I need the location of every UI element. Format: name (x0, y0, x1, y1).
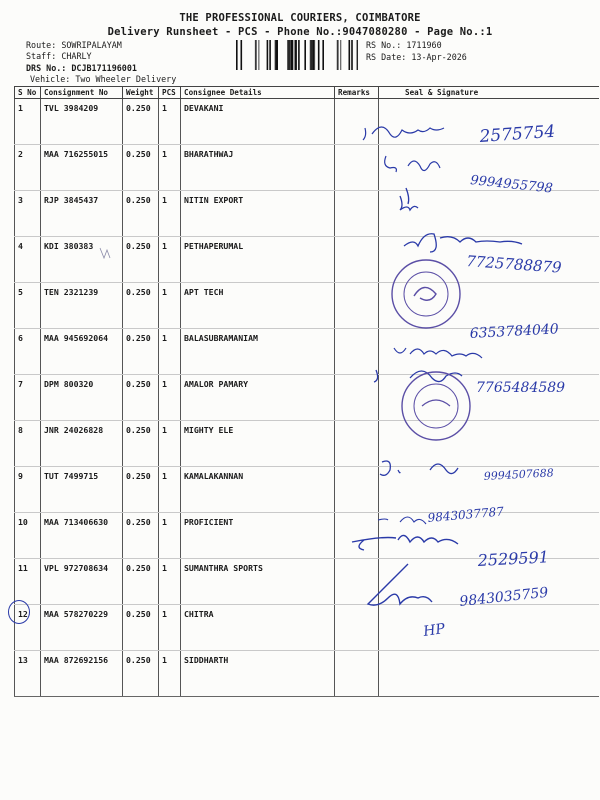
barcode-bar (311, 40, 312, 70)
row-sno: 3 (15, 191, 41, 237)
row-pcs: 1 (159, 467, 181, 513)
barcode-bar (314, 40, 315, 70)
route-line (26, 40, 122, 51)
row-weight: 0.250 (123, 237, 159, 283)
col-header-pcs: PCS (159, 87, 181, 99)
row-pcs: 1 (159, 375, 181, 421)
row-consignee: SUMANTHRA SPORTS (181, 559, 335, 605)
row-sno: 8 (15, 421, 41, 467)
row-signature (379, 421, 599, 467)
handwritten-number-9: 9994507688 (483, 466, 555, 483)
row-remarks (335, 421, 379, 467)
barcode-bar (241, 40, 243, 70)
barcode-bar (289, 40, 291, 70)
row-weight: 0.250 (123, 421, 159, 467)
barcode-bar (287, 40, 289, 70)
company-title: THE PROFESSIONAL COURIERS, COIMBATORE (179, 12, 421, 24)
row-consignee: CHITRA (181, 605, 335, 651)
barcode-bar (276, 40, 278, 70)
row-weight: 0.250 (123, 283, 159, 329)
drs-line (26, 63, 137, 74)
row-pcs: 1 (159, 145, 181, 191)
route-label: Route: (26, 40, 57, 50)
row-sno: 6 (15, 329, 41, 375)
col-header-consignee: Consignee Details (181, 87, 335, 99)
handwritten-number-11: 2529591 (477, 547, 550, 570)
handwritten-number-2: 9994955798 (469, 173, 554, 197)
handwritten-number-7: 7765484589 (476, 380, 566, 396)
barcode-bar (236, 40, 238, 70)
row-remarks (335, 605, 379, 651)
table-row (15, 421, 599, 467)
row-pcs: 1 (159, 329, 181, 375)
row-consignee: AMALOR PAMARY (181, 375, 335, 421)
barcode-bar (255, 40, 256, 70)
barcode-bar (304, 40, 306, 70)
table-row (15, 145, 599, 191)
barcode-bar (298, 40, 300, 70)
row-signature (379, 237, 599, 283)
barcode-bar (267, 40, 269, 70)
row-sno: 10 (15, 513, 41, 559)
barcode-bar (357, 40, 358, 70)
row-pcs: 1 (159, 237, 181, 283)
col-header-sno: S No (15, 87, 41, 99)
row-consignee: KAMALAKANNAN (181, 467, 335, 513)
rs-no-value: 1711960 (406, 40, 442, 50)
row-remarks (335, 329, 379, 375)
row-signature (379, 283, 599, 329)
barcode-bar (269, 40, 271, 70)
row-signature (379, 329, 599, 375)
row-sno: 11 (15, 559, 41, 605)
staff-line (26, 51, 92, 62)
row-pcs: 1 (159, 99, 181, 145)
rs-date-value: 13-Apr-2026 (411, 52, 467, 62)
staff-label: Staff: (26, 51, 57, 61)
row-pcs: 1 (159, 651, 181, 697)
barcode-bar (351, 40, 353, 70)
row-consignment-no: MAA 578270229 (41, 605, 123, 651)
row-weight: 0.250 (123, 329, 159, 375)
row-weight: 0.250 (123, 191, 159, 237)
rs-no-line (366, 40, 442, 51)
col-header-weight: Weight (123, 87, 159, 99)
row-signature (379, 375, 599, 421)
row-pcs: 1 (159, 513, 181, 559)
table-row (15, 467, 599, 513)
staff-value: CHARLY (61, 51, 92, 61)
row-sno: 12 (15, 605, 41, 651)
row-consignment-no: MAA 716255015 (41, 145, 123, 191)
row-sno: 2 (15, 145, 41, 191)
row-sno: 13 (15, 651, 41, 697)
row-pcs: 1 (159, 559, 181, 605)
barcode-bar (313, 40, 315, 70)
row-weight: 0.250 (123, 145, 159, 191)
table-row (15, 283, 599, 329)
row-consignment-no: TVL 3984209 (41, 99, 123, 145)
row-consignment-no: MAA 945692064 (41, 329, 123, 375)
table-row (15, 605, 599, 651)
table-row (15, 375, 599, 421)
row-consignee: PROFICIENT (181, 513, 335, 559)
row-signature (379, 651, 599, 697)
row-pcs: 1 (159, 283, 181, 329)
row-signature (379, 191, 599, 237)
vehicle-value: Two Wheeler Delivery (75, 74, 177, 84)
row-signature (379, 559, 599, 605)
barcode-bar (256, 40, 257, 70)
barcode-bar (259, 40, 260, 70)
row-pcs: 1 (159, 421, 181, 467)
row-weight: 0.250 (123, 513, 159, 559)
rs-no-label: RS No.: (366, 40, 402, 50)
row-remarks (335, 559, 379, 605)
row-consignee: MIGHTY ELE (181, 421, 335, 467)
row-consignment-no: KDI 380383 (41, 237, 123, 283)
row-consignee: PETHAPERUMAL (181, 237, 335, 283)
row-remarks (335, 99, 379, 145)
barcode-bar (291, 40, 293, 70)
handwritten-number-6: 6353784040 (469, 321, 560, 342)
row-remarks (335, 191, 379, 237)
row-remarks (335, 283, 379, 329)
rs-date-line (366, 52, 467, 63)
vehicle-line (30, 74, 176, 85)
table-row (15, 191, 599, 237)
barcode-bar (318, 40, 320, 70)
row-consignment-no: RJP 3845437 (41, 191, 123, 237)
row-sno: 7 (15, 375, 41, 421)
drs-value: DCJB171196001 (71, 63, 137, 73)
row-signature (379, 513, 599, 559)
barcode-bar (349, 40, 351, 70)
row-consignment-no: TEN 2321239 (41, 283, 123, 329)
barcode-bar (322, 40, 324, 70)
drs-label: DRS No.: (26, 63, 67, 73)
handwritten-number-1: 2575754 (478, 121, 556, 147)
row-consignee: NITIN EXPORT (181, 191, 335, 237)
barcode-bar (340, 40, 341, 70)
handwritten-number-12: 9843035759 (458, 584, 550, 610)
table-row (15, 651, 599, 697)
row-pcs: 1 (159, 605, 181, 651)
row-remarks (335, 145, 379, 191)
route-value: SOWRIPALAYAM (61, 40, 122, 50)
row-remarks (335, 375, 379, 421)
row-sno: 9 (15, 467, 41, 513)
row-pcs: 1 (159, 191, 181, 237)
runsheet-table (14, 86, 599, 697)
runsheet-title: Delivery Runsheet - PCS - Phone No.:9047080280 - Page No.:1 (107, 26, 493, 38)
row-remarks (335, 651, 379, 697)
barcode-bar (358, 40, 359, 70)
row-weight: 0.250 (123, 559, 159, 605)
barcode-bar (295, 40, 297, 70)
row-consignee: BALASUBRAMANIAM (181, 329, 335, 375)
vehicle-label: Vehicle: (30, 74, 71, 84)
barcode-bar (337, 40, 338, 70)
table-row (15, 329, 599, 375)
barcode-bar (312, 40, 313, 70)
barcode-bar (338, 40, 339, 70)
table-row (15, 99, 599, 145)
row-signature (379, 467, 599, 513)
row-remarks (335, 237, 379, 283)
barcode (236, 40, 358, 70)
row-consignment-no: JNR 24026828 (41, 421, 123, 467)
row-sno: 4 (15, 237, 41, 283)
barcode-bar (310, 40, 311, 70)
row-consignee: APT TECH (181, 283, 335, 329)
row-consignee: DEVAKANI (181, 99, 335, 145)
row-sno: 5 (15, 283, 41, 329)
row-signature (379, 605, 599, 651)
row-remarks (335, 513, 379, 559)
handwritten-initials: HP (422, 621, 446, 640)
row-weight: 0.250 (123, 99, 159, 145)
row-remarks (335, 467, 379, 513)
row-consignment-no: TUT 7499715 (41, 467, 123, 513)
row-consignment-no: MAA 713406630 (41, 513, 123, 559)
table-row (15, 559, 599, 605)
row-consignment-no: VPL 972708634 (41, 559, 123, 605)
row-consignee: SIDDHARTH (181, 651, 335, 697)
handwritten-number-10: 9843037787 (427, 504, 505, 525)
col-header-consignment: Consignment No (41, 87, 123, 99)
row-consignment-no: MAA 872692156 (41, 651, 123, 697)
barcode-bar (275, 40, 276, 70)
row-signature (379, 99, 599, 145)
handwritten-number-4: 7725788879 (465, 252, 563, 277)
row-13-circle-mark (8, 600, 30, 624)
row-sno: 1 (15, 99, 41, 145)
row-weight: 0.250 (123, 605, 159, 651)
table-header-row (15, 87, 599, 99)
row-weight: 0.250 (123, 375, 159, 421)
table-row (15, 237, 599, 283)
col-header-signature: Seal & Signature (379, 87, 599, 99)
table-row (15, 513, 599, 559)
row-weight: 0.250 (123, 651, 159, 697)
col-header-remarks: Remarks (335, 87, 379, 99)
row-consignment-no: DPM 800320 (41, 375, 123, 421)
row-signature (379, 145, 599, 191)
row-consignee: BHARATHWAJ (181, 145, 335, 191)
rs-date-label: RS Date: (366, 52, 407, 62)
row-weight: 0.250 (123, 467, 159, 513)
